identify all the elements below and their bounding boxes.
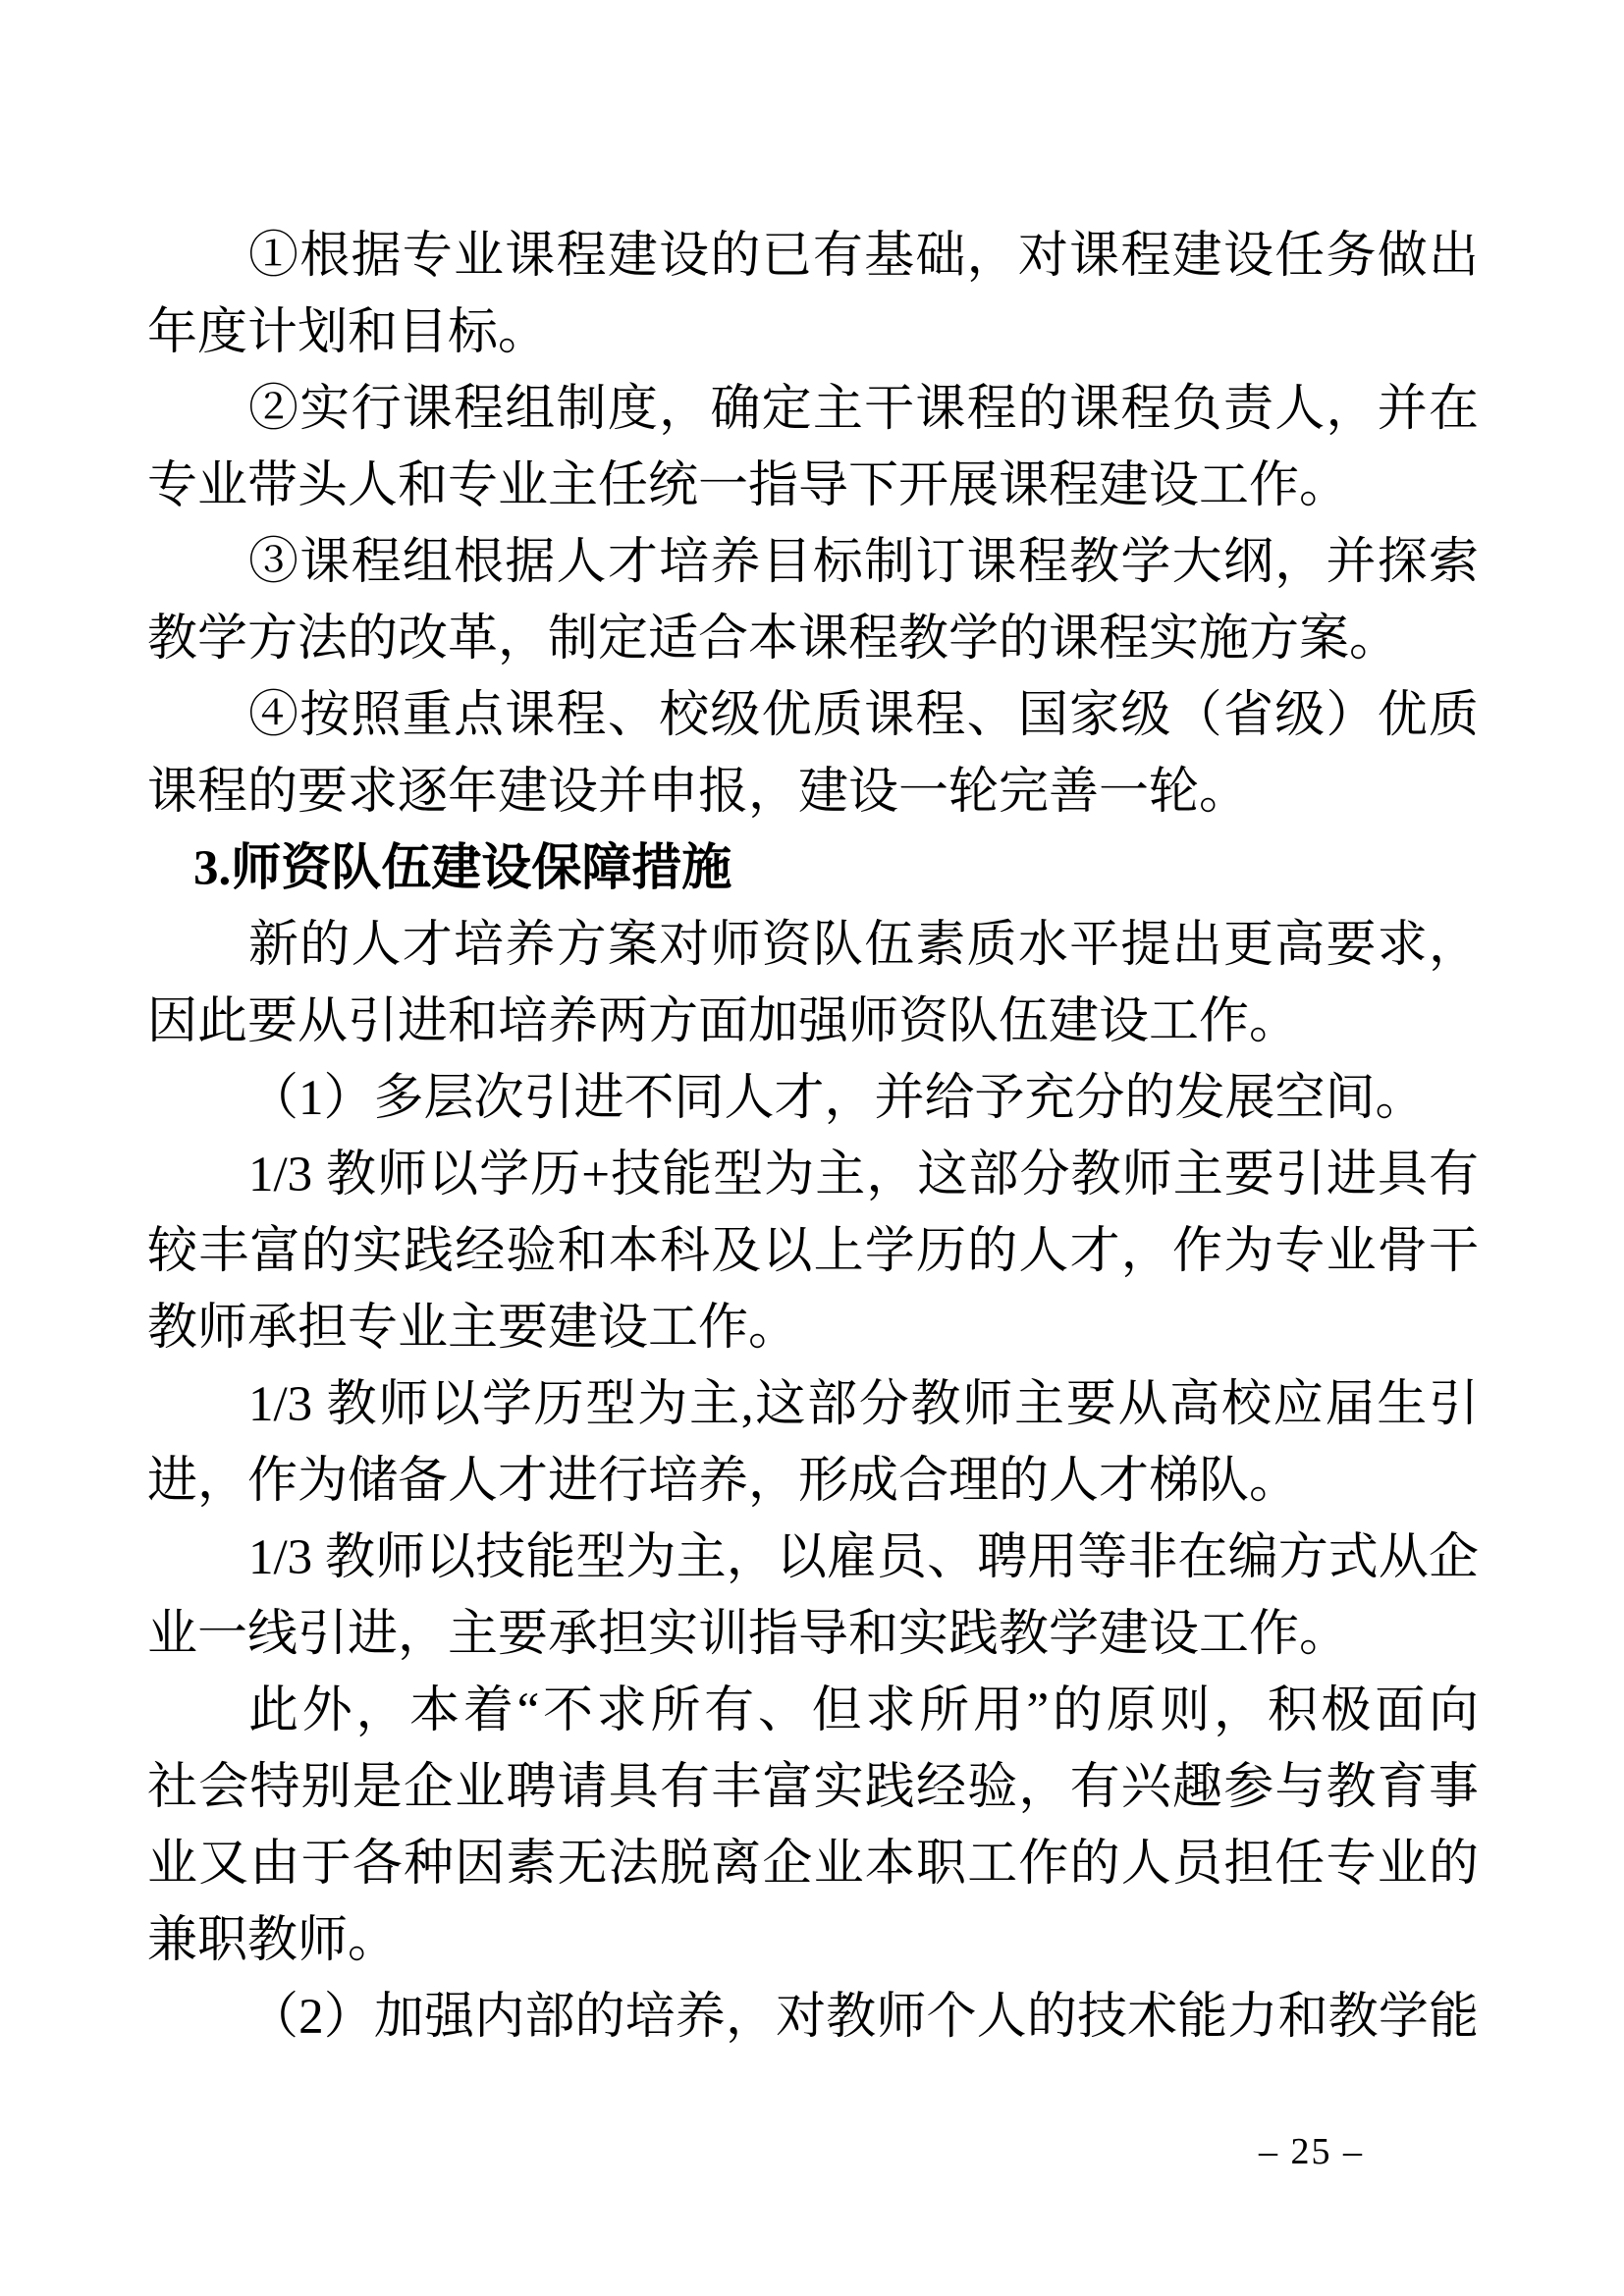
text-line: ③课程组根据人才培养目标制订课程教学大纲，并探索 xyxy=(248,535,1479,590)
text-line: 1/3 教师以学历型为主,这部分教师主要从高校应届生引 xyxy=(248,1377,1479,1432)
text-line: （2）加强内部的培养，对教师个人的技术能力和教学能 xyxy=(248,1990,1479,2045)
text-line: 1/3 教师以技能型为主，以雇员、聘用等非在编方式从企 xyxy=(248,1530,1479,1585)
text-line: ②实行课程组制度，确定主干课程的课程负责人，并在 xyxy=(248,382,1479,437)
text-line: ④按照重点课程、校级优质课程、国家级（省级）优质 xyxy=(248,688,1479,743)
text-line: 1/3 教师以学历+技能型为主，这部分教师主要引进具有 xyxy=(248,1148,1479,1202)
text-line: 此外，本着“不求所有、但求所用”的原则，积极面向 xyxy=(248,1683,1479,1738)
text-line: 教学方法的改革，制定适合本课程教学的课程实施方案。 xyxy=(147,612,1400,667)
text-line: （1）多层次引进不同人才，并给予充分的发展空间。 xyxy=(248,1071,1426,1126)
text-line: 业一线引进，主要承担实训指导和实践教学建设工作。 xyxy=(147,1607,1350,1662)
text-line: 社会特别是企业聘请具有丰富实践经验，有兴趣参与教育事 xyxy=(147,1760,1479,1815)
text-line: ①根据专业课程建设的已有基础，对课程建设任务做出 xyxy=(248,229,1479,284)
text-line: 专业带头人和专业主任统一指导下开展课程建设工作。 xyxy=(147,458,1350,513)
text-block xyxy=(147,218,1479,2056)
text-line: 新的人才培养方案对师资队伍素质水平提出更高要求， xyxy=(248,918,1479,973)
text-line: 教师承担专业主要建设工作。 xyxy=(147,1301,799,1356)
text-line: 进，作为储备人才进行培养，形成合理的人才梯队。 xyxy=(147,1454,1300,1509)
text-line: 业又由于各种因素无法脱离企业本职工作的人员担任专业的 xyxy=(147,1837,1479,1892)
page-number: – 25 – xyxy=(1259,2131,1364,2172)
text-line: 课程的要求逐年建设并申报，建设一轮完善一轮。 xyxy=(147,765,1250,820)
text-line: 因此要从引进和培养两方面加强师资队伍建设工作。 xyxy=(147,994,1300,1049)
text-line: 兼职教师。 xyxy=(147,1913,399,1968)
text-line: 较丰富的实践经验和本科及以上学历的人才，作为专业骨干 xyxy=(147,1224,1479,1279)
text-line: 年度计划和目标。 xyxy=(147,305,549,360)
section-heading: 3.师资队伍建设保障措施 xyxy=(193,841,732,896)
